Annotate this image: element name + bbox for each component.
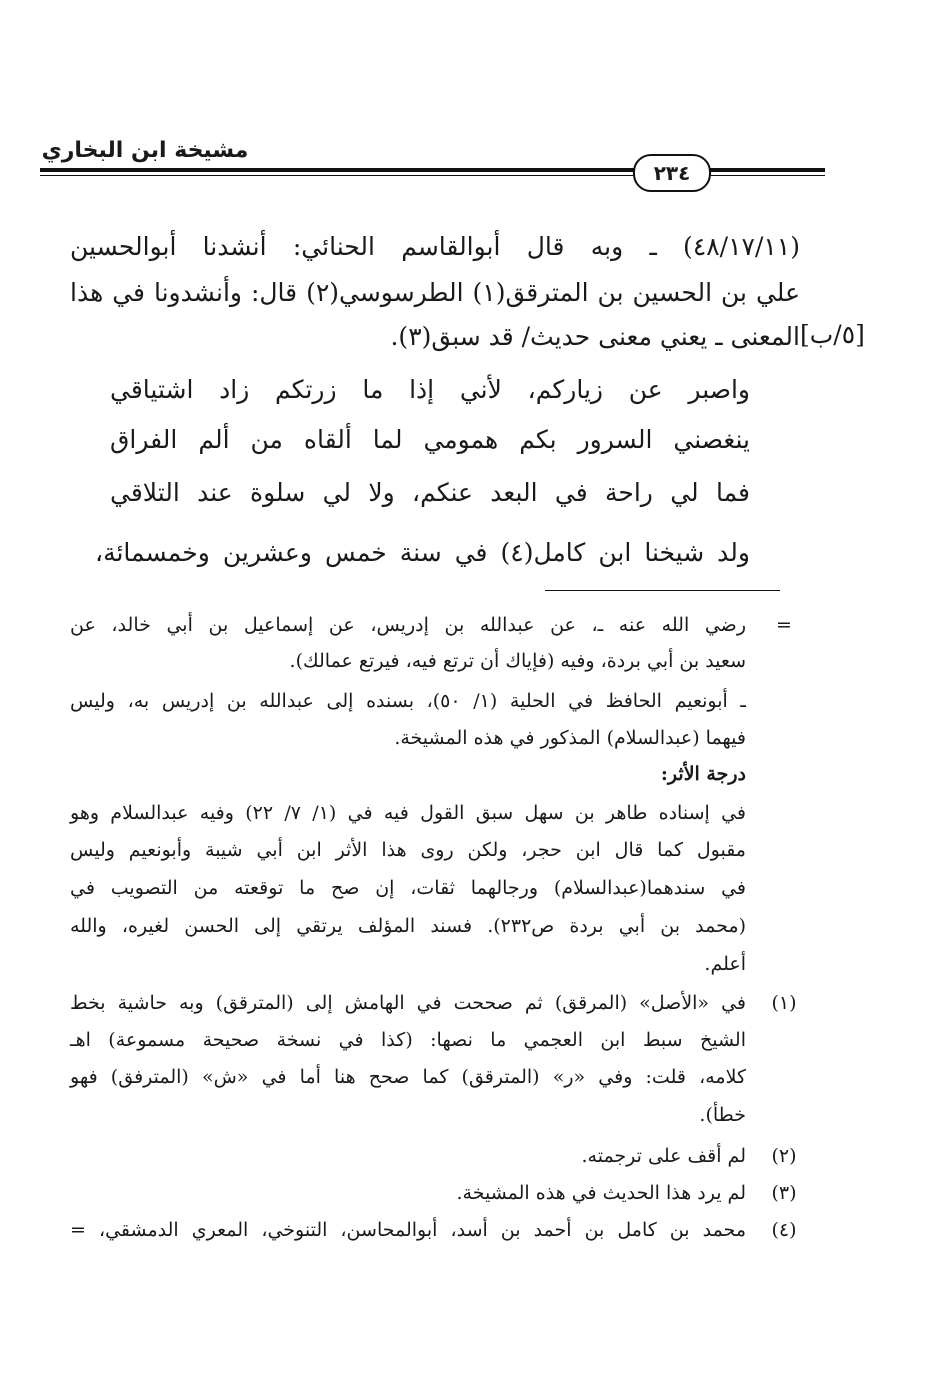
verse-line: فما لي راحة في البعد عنكم، ولا لي سلوة عند التلاقي — [110, 478, 750, 507]
footnote-line: كلامه، قلت: وفي «ر» (المترقق) كما صحح هنا أما في «ش» (المترفق) فهو — [70, 1066, 746, 1088]
footnote-separator — [545, 590, 780, 591]
footnote-line: (محمد بن أبي بردة ص٢٣٢). فسند المؤلف يرتقي إلى الحسن لغيره، والله — [70, 915, 746, 937]
footnote-line: مقبول كما قال ابن حجر، ولكن روى هذا الأثر ابن أبي شيبة وأبونعيم وليس — [70, 839, 746, 861]
running-title: مشيخة ابن البخاري — [41, 138, 249, 163]
folio-reference: [٥/ب] — [800, 320, 865, 349]
footnote-line: في سندهما(عبدالسلام) ورجالهما ثقات، إن صح ما توقعته من التصويب في — [70, 877, 746, 899]
footnote-line: في «الأصل» (المرقق) ثم صححت في الهامش إلى (المترقق) وبه حاشية بخط — [70, 992, 746, 1014]
footnote-marker: (٢) — [771, 1145, 797, 1167]
footnote-line: سعيد بن أبي بردة، وفيه (فإياك أن ترتع فيه، فيرتع عمالك). — [289, 650, 746, 672]
continuation-marker: = — [776, 614, 792, 636]
footnote-marker: (٣) — [771, 1182, 797, 1204]
verse-line: ينغصني السرور بكم همومي لما ألقاه من ألم الفراق — [110, 425, 750, 454]
header-rule-left-thin — [40, 175, 635, 176]
page-number: ٢٣٤ — [633, 154, 711, 192]
footnote-marker: (١) — [771, 992, 797, 1014]
footnote-line: ـ أبونعيم الحافظ في الحلية (١/ ٥٠)، بسنده إلى عبدالله بن إدريس به، وليس — [70, 690, 747, 712]
footnote-line: خطأ). — [699, 1104, 746, 1126]
footnote-line: محمد بن كامل بن أحمد بن أسد، أبوالمحاسن، التنوخي، المعري الدمشقي، = — [70, 1219, 746, 1241]
footnote-heading: درجة الأثر: — [660, 763, 746, 785]
closing-line: ولد شيخنا ابن كامل(٤) في سنة خمس وعشرين وخمسمائة، — [95, 538, 750, 567]
footnote-line: لم يرد هذا الحديث في هذه المشيخة. — [456, 1182, 746, 1204]
header-rule-left — [40, 168, 635, 172]
footnote-line: أعلم. — [704, 953, 746, 975]
footnote-line: في إسناده طاهر بن سهل سبق القول فيه في (١/ ٧/ ٢٢) وفيه عبدالسلام وهو — [70, 802, 746, 824]
verse-line: واصبر عن زياركم، لأني إذا ما زرتكم زاد اشتياقي — [110, 375, 750, 404]
main-paragraph-line: المعنى ـ يعني معنى حديث/ قد سبق(٣). — [390, 322, 800, 351]
footnote-line: لم أقف على ترجمته. — [581, 1145, 746, 1167]
footnote-line: فيهما (عبدالسلام) المذكور في هذه المشيخة. — [394, 727, 746, 749]
footnote-marker: (٤) — [771, 1219, 797, 1241]
main-paragraph-line: (٤٨/١٧/١١) ـ وبه قال أبوالقاسم الحنائي: أنشدنا أبوالحسين — [70, 232, 800, 261]
main-paragraph-line: علي بن الحسين بن المترقق(١) الطرسوسي(٢) قال: وأنشدونا في هذا — [70, 278, 801, 307]
footnote-line: الشيخ سبط ابن العجمي ما نصها: (كذا في نسخة صحيحة مسموعة) اهـ — [70, 1029, 746, 1051]
footnote-line: رضي الله عنه ـ، عن عبدالله بن إدريس، عن إسماعيل بن أبي خالد، عن — [70, 614, 746, 636]
header-rule-right-thin — [705, 175, 825, 176]
header-rule-right — [705, 168, 825, 172]
